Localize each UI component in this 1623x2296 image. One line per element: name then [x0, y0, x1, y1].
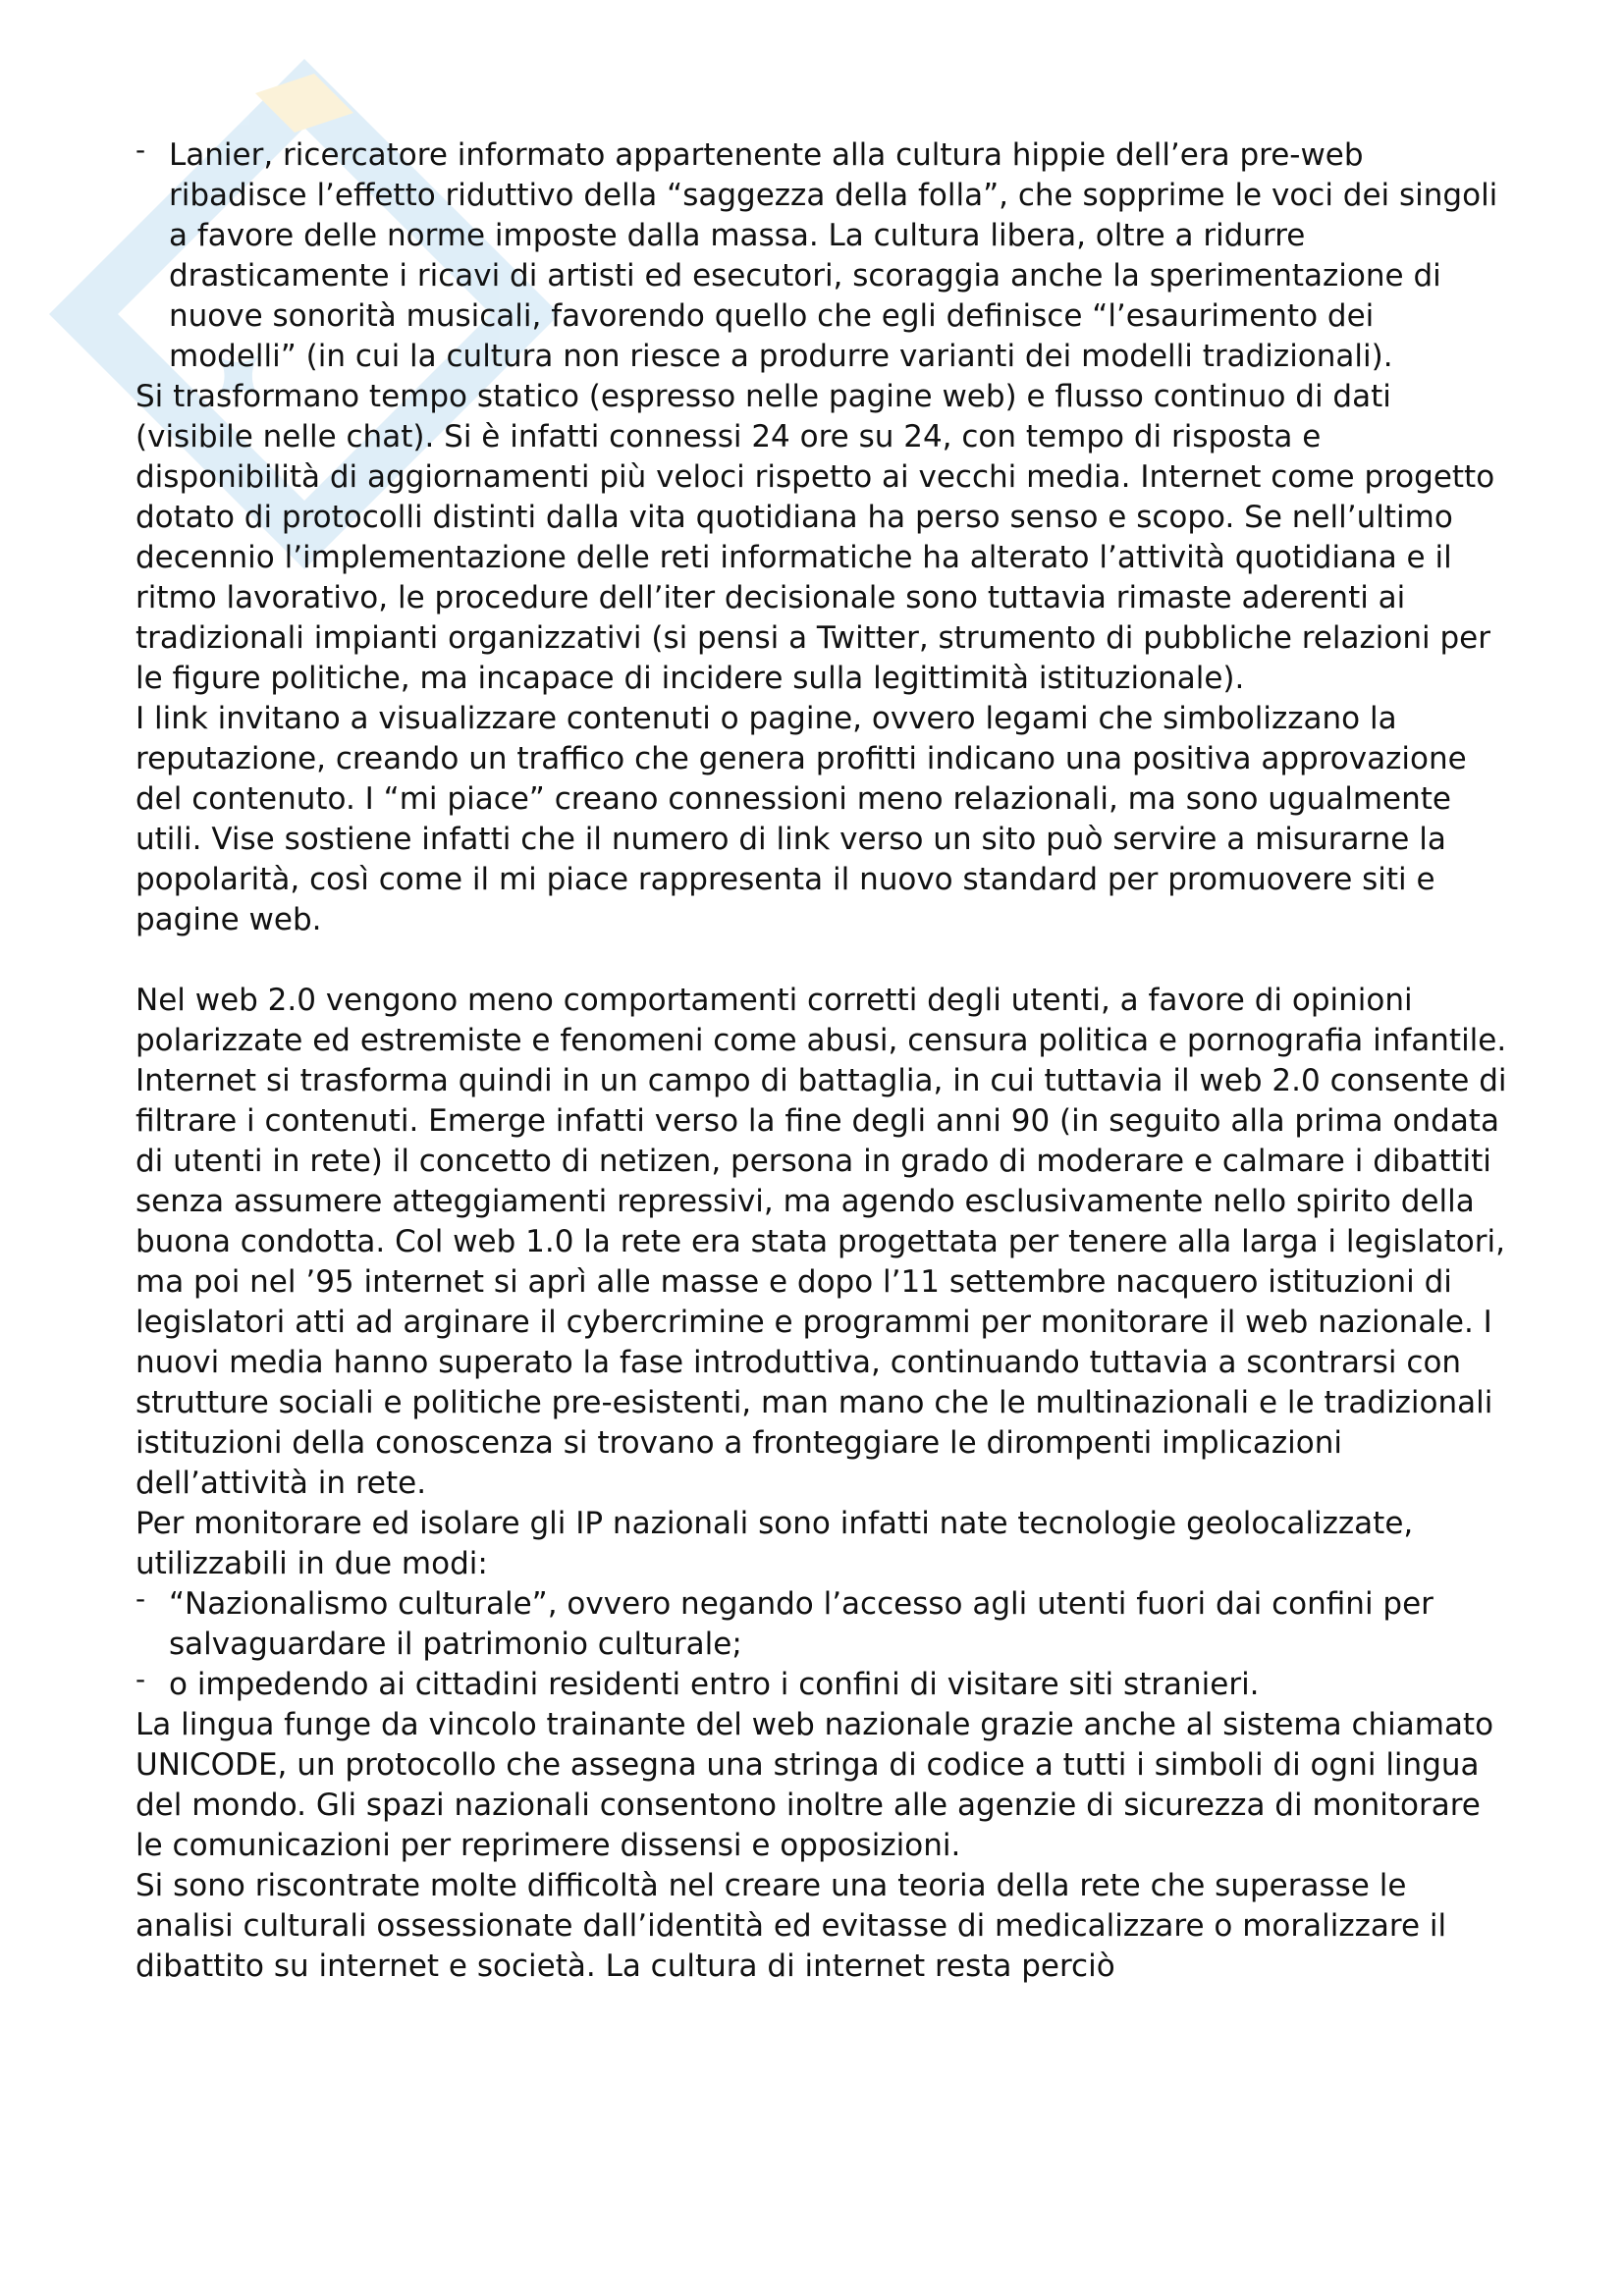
paragraph-tempo: Si trasformano tempo statico (espresso nelle pagine web) e flusso continuo di dati (visibile nelle chat). Si è infatti connessi 24 ore su 24, con tempo di risposta e disponibilità di aggiornamenti più veloci rispetto ai vecchi media. Internet come progetto dotato di protocolli distinti dalla vita quotidiana ha perso senso e scopo. Se nell’ultimo decennio l’implementazione delle reti informatiche ha alterato l’attività quotidiana e il ritmo lavorativo, le procedure dell’iter decisionale sono tuttavia rimaste aderenti ai tradizionali impianti organizzativi (si pensi a Twitter, strumento di pubbliche relazioni per le figure politiche, ma incapace di incidere sulla legittimità istituzionale). [135, 379, 1495, 696]
bullet-dash: - [135, 1663, 146, 1695]
paragraph-lingua: La lingua funge da vincolo trainante del web nazionale grazie anche al sistema chiamato UNICODE, un protocollo che assegna una stringa di codice a tutti i simboli di ogni lingua del mondo. Gli spazi nazionali consentono inoltre alle agenzie di sicurezza di monitorare le comunicazioni per reprimere dissensi e opposizioni. [135, 1707, 1494, 1863]
bullet-dash: - [135, 133, 146, 166]
bullet-text: o impedendo ai cittadini residenti entro i confini di visitare siti stranieri. [169, 1667, 1260, 1702]
document-body [135, 135, 1510, 1987]
paragraph-teoria: Si sono riscontrate molte difficoltà nel creare una teoria della rete che superasse le analisi culturali ossessionate dall’identità ed evitasse di medicalizzare o moralizzare il dibattito su internet e società. La cultura di internet resta perciò [135, 1868, 1447, 1984]
bullet-lanier [135, 135, 1510, 377]
watermark-text-mark: ✦ [177, 315, 303, 441]
bullet-text: Lanier, ricercatore informato appartenente alla cultura hippie dell’era pre-web ribadisce l’effetto riduttivo della “saggezza della folla”, che sopprime le voci dei singoli a favore delle norme imposte dalla massa. La cultura libera, oltre a ridurre drasticamente i ricavi di artisti ed esecutori, scoraggia anche la sperimentazione di nuove sonorità musicali, favorendo quello che egli definisce “l’esaurimento dei modelli” (in cui la cultura non riesce a produrre varianti dei modelli tradizionali). [169, 137, 1498, 374]
bullet-text: “Nazionalismo culturale”, ovvero negando l’accesso agli utenti fuori dai confini per salvaguardare il patrimonio culturale; [169, 1586, 1434, 1662]
watermark-accent [255, 74, 353, 133]
bullet-impedendo [135, 1665, 1510, 1705]
paragraph-gap [135, 940, 1510, 981]
bullet-dash: - [135, 1582, 146, 1615]
paragraph-link: I link invitano a visualizzare contenuti o pagine, ovvero legami che simbolizzano la reputazione, creando un traffico che genera profitti indicano una positiva approvazione del contenuto. I “mi piace” creano connessioni meno relazionali, ma sono ugualmente utili. Vise sostiene infatti che il numero di link verso un sito può servire a misurarne la popolarità, così come il mi piace rappresenta il nuovo standard per promuovere siti e pagine web. [135, 701, 1467, 937]
paragraph-ip: Per monitorare ed isolare gli IP nazionali sono infatti nate tecnologie geolocalizzate, utilizzabili in due modi: [135, 1506, 1414, 1581]
bullet-nazionalismo [135, 1584, 1510, 1665]
paragraph-web2: Nel web 2.0 vengono meno comportamenti corretti degli utenti, a favore di opinioni polarizzate ed estremiste e fenomeni come abusi, censura politica e pornografia infantile. Internet si trasforma quindi in un campo di battaglia, in cui tuttavia il web 2.0 consente di filtrare i contenuti. Emerge infatti verso la fine degli anni 90 (in seguito alla prima ondata di utenti in rete) il concetto di netizen, persona in grado di moderare e calmare i dibattiti senza assumere atteggiamenti repressivi, ma agendo esclusivamente nello spirito della buona condotta. Col web 1.0 la rete era stata progettata per tenere alla larga i legislatori, ma poi nel ’95 internet si aprì alle masse e dopo l’11 settembre nacquero istituzioni di legislatori atti ad arginare il cybercrimine e programmi per monitorare il web nazionale. I nuovi media hanno superato la fase introduttiva, continuando tuttavia a scontrarsi con strutture sociali e politiche pre-esistenti, man mano che le multinazionali e le tradizionali istituzioni della conoscenza si trovano a fronteggiare le dirompenti implicazioni dell’attività in rete. [135, 983, 1507, 1501]
